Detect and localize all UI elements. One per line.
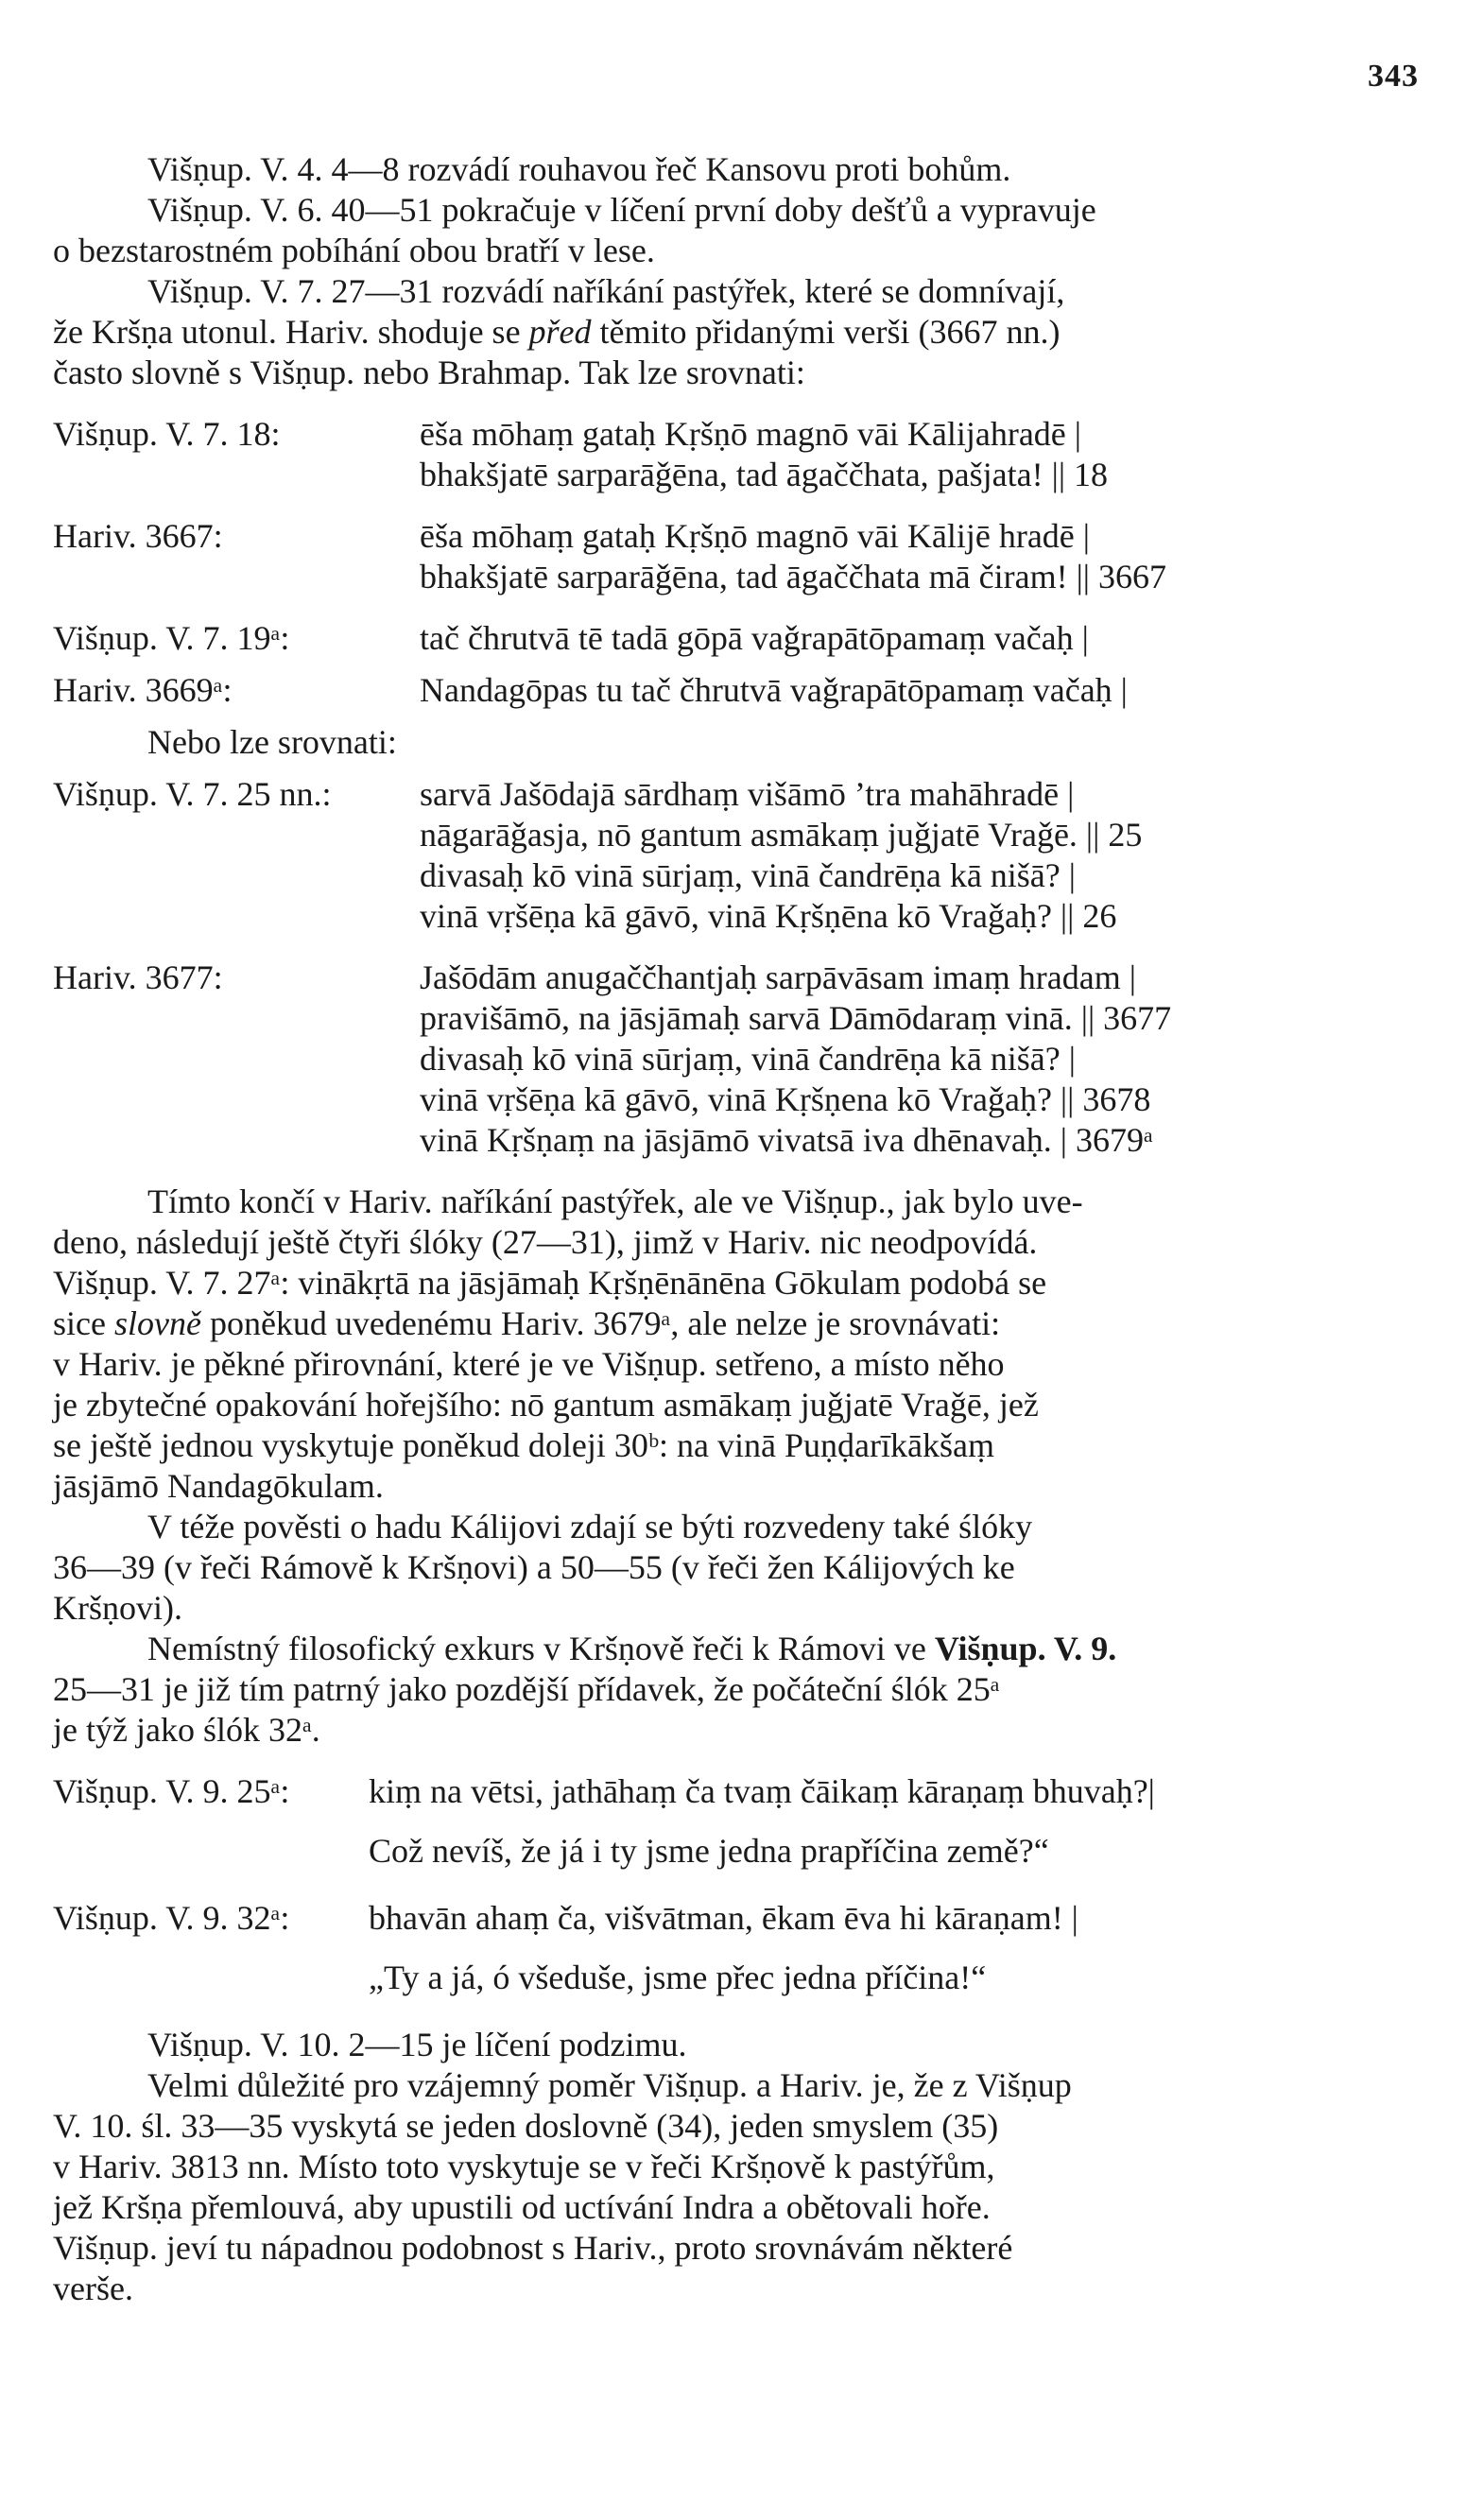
- verse-text: [420, 670, 1414, 711]
- text-segment: sice: [53, 1304, 114, 1342]
- comparison-row: [53, 414, 1414, 495]
- verse-text: [420, 618, 1414, 659]
- source-label: Višṇup. V. 9. 32ᵃ:: [53, 1899, 290, 1937]
- comparison-row: [53, 618, 1414, 659]
- verse-line: bhakšjatē sarparāǧēna, tad āgaččhata mā čiram! || 3667: [420, 558, 1167, 595]
- nebo-line: Nebo lze srovnati:: [147, 723, 397, 761]
- text-line: 36—39 (v řeči Rámově k Kršṇovi) a 50—55 (v řeči žen Kálijových ke: [53, 1548, 1015, 1586]
- verse-line: divasaḥ kō vinā sūrjaṃ, vinā čandrēṇa kā nišā? |: [420, 1040, 1076, 1078]
- text-line: o bezstarostném pobíhání obou bratří v lese.: [53, 232, 655, 269]
- comparison-block-2: [53, 774, 1414, 1161]
- paragraph-2: [53, 1507, 1414, 1629]
- paragraph-1: [53, 1182, 1414, 1507]
- verse-line: vinā vṛšēṇa kā gāvō, vinā Kṛšṇena kō Vraǧaḥ? || 3678: [420, 1080, 1151, 1118]
- text-line: Višṇup. jeví tu nápadnou podobnost s Hariv., proto srovnávám některé: [53, 2229, 1013, 2267]
- verse-line: sarvā Jašōdajā sārdhaṃ višāmō ’tra mahāhradē |: [420, 775, 1075, 813]
- verse-text: [420, 516, 1414, 597]
- verse-text: [369, 1898, 1414, 1939]
- text-line: Višṇup. V. 7. 27ᵃ: vinākṛtā na jāsjāmaḥ Kṛšṇēnānēna Gōkulam podobá se: [53, 1264, 1047, 1302]
- verse-line: bhakšjatē sarparāǧēna, tad āgaččhata, pašjata! || 18: [420, 456, 1109, 493]
- source-label: Višṇup. V. 7. 18:: [53, 415, 281, 453]
- translation-line: Což nevíš, že já i ty jsme jedna prapříčina země?“: [369, 1832, 1049, 1870]
- source-label: Hariv. 3669ᵃ:: [53, 671, 233, 709]
- text-line: Tímto končí v Hariv. naříkání pastýřek, ale ve Višṇup., jak bylo uve-: [147, 1182, 1083, 1220]
- text-line: Kršṇovi).: [53, 1589, 182, 1627]
- comparison-row: [53, 516, 1414, 597]
- text-segment: že Kršṇa utonul. Hariv. shoduje se: [53, 313, 529, 351]
- verse-line: nāgarāǧasja, nō gantum asmākaṃ juǧjatē Vraǧē. || 25: [420, 816, 1143, 854]
- comparison-row: [53, 958, 1414, 1161]
- text-line: jež Kršṇa přemlouvá, aby upustili od uctívání Indra a obětovali hoře.: [53, 2188, 991, 2226]
- text-line: [53, 1303, 1414, 1344]
- comparison-block-1: [53, 414, 1414, 711]
- text-line: je týž jako ślók 32ᵃ.: [53, 1711, 320, 1749]
- text-line: se ještě jednou vyskytuje poněkud doleji 30ᵇ: na vinā Puṇḍarīkākšaṃ: [53, 1426, 994, 1464]
- verse-text: [420, 774, 1414, 937]
- verse-line: vinā Kṛšṇaṃ na jāsjāmō vivatsā iva dhēnavaḥ. | 3679ᵃ: [420, 1121, 1153, 1159]
- paragraph-intro-1: Višṇup. V. 4. 4—8 rozvádí rouhavou řeč Kansovu proti bohům.: [147, 150, 1011, 188]
- verse-line: divasaḥ kō vinā sūrjaṃ, vinā čandrēṇa kā nišā? |: [420, 856, 1076, 894]
- text-line: verše.: [53, 2270, 133, 2307]
- page-number: 343: [1368, 59, 1419, 94]
- paragraph-3: [53, 1629, 1414, 1751]
- text-line: v Hariv. 3813 nn. Místo toto vyskytuje se v řeči Kršṇově k pastýřům,: [53, 2148, 995, 2185]
- translation-line: „Ty a já, ó všeduše, jsme přec jedna příčina!“: [369, 1959, 987, 1996]
- verse-line: vinā vṛšēṇa kā gāvō, vinā Kṛšṇēna kō Vraǧaḥ? || 26: [420, 897, 1117, 935]
- verse-text: [420, 414, 1414, 495]
- text-line: v Hariv. je pěkné přirovnání, které je ve Višṇup. setřeno, a místo něho: [53, 1345, 1005, 1383]
- comparison-row: [53, 774, 1414, 937]
- verse-line: Nandagōpas tu tač čhrutvā vaǧrapātōpamaṃ vačaḥ |: [420, 671, 1128, 709]
- text-line: 25—31 je již tím patrný jako pozdější přídavek, že počáteční ślók 25ᵃ: [53, 1670, 1000, 1708]
- paragraph-5: [53, 2065, 1414, 2309]
- quote-block-2: [53, 1898, 1414, 1998]
- verse-line: kiṃ na vētsi, jathāhaṃ ča tvaṃ čāikaṃ kāraṇaṃ bhuvaḥ?|: [369, 1772, 1155, 1810]
- verse-text: [369, 1771, 1414, 1812]
- text-segment: těmito přidanými verši (3667 nn.): [591, 313, 1061, 351]
- verse-line: ēša mōhaṃ gataḥ Kṛšṇō magnō vāi Kālijahradē |: [420, 415, 1081, 453]
- text-segment: Nemístný filosofický exkurs v Kršṇově řeči k Rámovi ve: [147, 1630, 935, 1667]
- quote-row: [53, 1898, 1414, 1939]
- text-line: jāsjāmō Nandagōkulam.: [53, 1467, 384, 1505]
- text-line: V téže pověsti o hadu Kálijovi zdají se býti rozvedeny také ślóky: [147, 1508, 1033, 1545]
- text-line: [53, 1629, 1414, 1669]
- text-segment: poněkud uvedenému Hariv. 3679ᵃ, ale nelze je srovnávati:: [200, 1304, 1001, 1342]
- source-label: Višṇup. V. 7. 19ᵃ:: [53, 619, 290, 657]
- source-label: Hariv. 3667:: [53, 517, 223, 555]
- source-label: Hariv. 3677:: [53, 958, 223, 996]
- text-line: často slovně s Višṇup. nebo Brahmap. Tak lze srovnati:: [53, 354, 805, 391]
- verse-line: ēša mōhaṃ gataḥ Kṛšṇō magnō vāi Kālijē hradē |: [420, 517, 1090, 555]
- bold-reference: Višṇup. V. 9.: [934, 1630, 1117, 1667]
- text-line: [53, 312, 1414, 353]
- paragraph-intro-3: [53, 271, 1414, 393]
- verse-line: pravišāmō, na jāsjāmaḥ sarvā Dāmōdaraṃ vinā. || 3677: [420, 999, 1172, 1037]
- emphasis-text: před: [528, 313, 592, 351]
- text-line: deno, následují ještě čtyři ślóky (27—31), jimž v Hariv. nic neodpovídá.: [53, 1223, 1038, 1261]
- text-line: Velmi důležité pro vzájemný poměr Višṇup. a Hariv. je, že z Višṇup: [147, 2066, 1072, 2104]
- paragraph-4: Višṇup. V. 10. 2—15 je líčení podzimu.: [147, 2026, 687, 2063]
- page-body: [53, 149, 1414, 2309]
- verse-text: [420, 958, 1414, 1161]
- text-line: Višṇup. V. 7. 27—31 rozvádí naříkání pastýřek, které se domnívají,: [147, 272, 1065, 310]
- text-line: V. 10. śl. 33—35 vyskytá se jeden doslovně (34), jeden smyslem (35): [53, 2107, 999, 2145]
- text-line: je zbytečné opakování hořejšího: nō gantum asmākaṃ juǧjatē Vraǧē, jež: [53, 1386, 1039, 1424]
- comparison-row: [53, 670, 1414, 711]
- source-label: Višṇup. V. 7. 25 nn.:: [53, 775, 332, 813]
- verse-line: bhavān ahaṃ ča, višvātman, ēkam ēva hi kāraṇam! |: [369, 1899, 1078, 1937]
- source-label: Višṇup. V. 9. 25ᵃ:: [53, 1772, 290, 1810]
- quote-block-1: [53, 1771, 1414, 1872]
- emphasis-text: slovně: [113, 1304, 201, 1342]
- text-line: Višṇup. V. 6. 40—51 pokračuje v líčení první doby dešťů a vypravuje: [147, 191, 1096, 229]
- quote-row: [53, 1771, 1414, 1812]
- paragraph-intro-2: [53, 190, 1414, 271]
- verse-line: tač čhrutvā tē tadā gōpā vaǧrapātōpamaṃ vačaḥ |: [420, 619, 1089, 657]
- verse-line: Jašōdām anugaččhantjaḥ sarpāvāsam imaṃ hradam |: [420, 958, 1136, 996]
